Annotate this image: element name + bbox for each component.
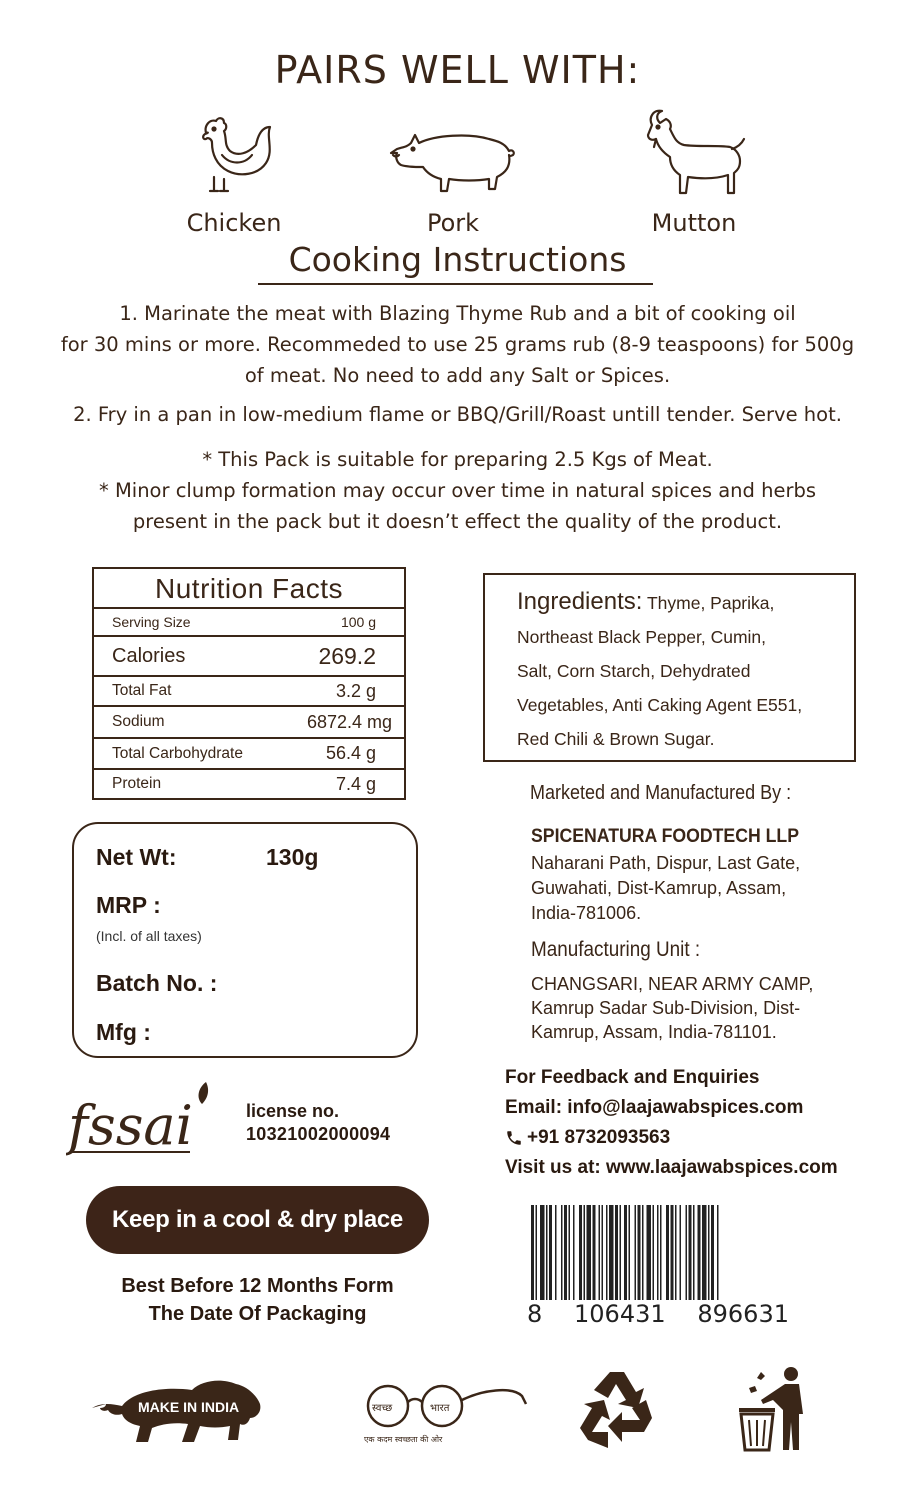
barcode-bar [635,1205,637,1300]
barcode-bar [564,1205,567,1300]
step1-line3: of meat. No need to add any Salt or Spices. [244,364,671,387]
barcode-bar [698,1205,701,1300]
barcode-bar [624,1205,627,1300]
nutrition-label: Sodium [112,713,165,730]
nutrition-row-carbohydrate [94,739,404,770]
nutrition-row-fat [94,677,404,707]
animal-mutton [614,105,774,237]
company-address-line1: Naharani Path, Dispur, Last Gate, [531,853,801,873]
barcode-bar [584,1205,586,1300]
license-number: 10321002000094 [246,1124,391,1144]
barcode-bar [599,1205,601,1300]
barcode-bar [660,1205,662,1300]
manufacturing-unit-heading: Manufacturing Unit : [531,938,701,961]
net-wt-label: Net Wt: [96,844,177,870]
nutrition-facts-title: Nutrition Facts [94,569,404,609]
nutrition-value: 269.2 [318,642,376,669]
barcode-digits [527,1300,789,1328]
best-before-line2: The Date Of Packaging [148,1303,367,1325]
unit-address-line2: Kamrup Sadar Sub-Division, Dist- [531,998,801,1018]
barcode-bar [540,1205,545,1300]
mrp-tax-note: (Incl. of all taxes) [96,928,202,944]
nutrition-label: Protein [112,775,162,792]
barcode-bar [638,1205,641,1300]
barcode-bar [657,1205,659,1300]
animal-label-mutton: Mutton [651,209,737,237]
fssai-logo [66,1080,226,1160]
best-before-text [86,1272,429,1328]
barcode-bar [620,1205,622,1300]
ingredients-heading: Ingredients: [517,588,643,615]
barcode-bar [615,1205,618,1300]
animal-label-chicken: Chicken [186,209,282,237]
barcode-bar [546,1205,548,1300]
swachh-right-text: भारत [430,1403,450,1414]
cooking-title-underline [258,283,653,285]
feedback-heading: For Feedback and Enquiries [505,1067,760,1088]
make-in-india-text: MAKE IN INDIA [138,1399,240,1415]
note-pack-size: * This Pack is suitable for preparing 2.5 Kgs of Meat. [202,448,713,471]
recycle-icon [574,1366,660,1452]
step1-line2: for 30 mins or more. Recommeded to use 25 grams rub (8-9 teaspoons) for 500g [60,333,855,356]
nutrition-value: 6872.4 mg [306,711,392,732]
swachh-bharat-logo [360,1382,530,1446]
glasses-icon [360,1382,530,1446]
net-wt-value: 130g [266,844,319,870]
barcode-bar [693,1205,695,1300]
barcode-bar [680,1205,682,1300]
nutrition-row-sodium [94,707,404,739]
ingredients-line-2: Northeast Black Pepper, Cumin, [517,627,767,647]
company-address-line2: Guwahati, Dist-Kamrup, Assam, [531,878,787,898]
animal-pork [373,105,533,237]
nutrition-label: Total Fat [112,682,172,699]
recycle-logo [574,1366,660,1452]
barcode [527,1205,789,1300]
step1-line1: 1. Marinate the meat with Blazing Thyme Rub and a bit of cooking oil [119,302,796,325]
barcode-bar [711,1205,714,1300]
chicken-icon [184,105,284,205]
nutrition-row-serving [94,609,404,637]
barcode-bar [653,1205,655,1300]
nutrition-label: Calories [112,644,186,667]
barcode-bar [606,1205,608,1300]
unit-address-line3: Kamrup, Assam, India-781101. [531,1022,777,1042]
swachh-left-text: स्वच्छ [372,1403,393,1414]
pairs-well-with-title: PAIRS WELL WITH: [274,48,641,92]
contact-phone [505,1127,670,1149]
fssai-logo-mark [66,1080,226,1160]
goat-icon [634,105,754,205]
marketed-by-heading: Marketed and Manufactured By : [530,782,792,804]
barcode-digit-group1: 106431 [574,1300,666,1328]
barcode-bar [555,1205,557,1300]
ingredients-line-4: Vegetables, Anti Caking Agent E551, [517,695,803,715]
barcode-bar [536,1205,538,1300]
cooking-instructions-title: Cooking Instructions [288,240,627,279]
pig-icon [383,105,523,205]
barcode-bar [717,1205,719,1300]
barcode-digit-prefix: 8 [527,1300,543,1328]
nutrition-value: 7.4 g [335,773,376,794]
best-before-line1: Best Before 12 Months Form [121,1275,394,1297]
note-clump-line1: * Minor clump formation may occur over time in natural spices and herbs [99,479,816,502]
animal-label-pork: Pork [426,209,480,237]
license-label: license no. [246,1101,340,1121]
swachh-tagline: एक कदम स्वच्छता की ओर [364,1435,443,1444]
contact-email: Email: info@laajawabspices.com [505,1097,804,1118]
barcode-bar [569,1205,571,1300]
ingredients-line-5: Red Chili & Brown Sugar. [517,729,715,749]
barcode-bar [702,1205,707,1300]
lion-icon [86,1368,266,1452]
nutrition-value: 3.2 g [335,680,376,701]
pack-details-box [72,822,418,1058]
nutrition-label: Total Carbohydrate [112,744,243,762]
contact-phone-number: +91 8732093563 [527,1127,671,1148]
mfg-label: Mfg : [96,1019,151,1045]
ingredients-line-3: Salt, Corn Starch, Dehydrated [517,661,751,681]
nutrition-row-protein [94,770,404,798]
trash-disposal-icon [735,1364,811,1454]
barcode-bar [689,1205,692,1300]
fssai-logo-text: fssai [68,1094,193,1157]
barcode-bar [573,1205,575,1300]
nutrition-value: 56.4 g [325,743,376,763]
ingredients-box [483,573,856,762]
barcode-bar [686,1205,688,1300]
barcode-bar [561,1205,563,1300]
storage-instruction-pill: Keep in a cool & dry place [86,1186,429,1254]
barcode-bar [629,1205,631,1300]
nutrition-label: Serving Size [112,614,191,630]
company-address-line3: India-781006. [531,903,642,923]
ingredients-text: Thyme, Paprika, [642,593,775,613]
barcode-bar [609,1205,614,1300]
ingredients-line-1 [517,585,842,620]
nutrition-facts-table [92,567,406,800]
barcode-bar [587,1205,592,1300]
step2-text: 2. Fry in a pan in low-medium flame or BBQ/Grill/Roast untill tender. Serve hot. [73,403,842,426]
nutrition-value: 100 g [340,614,376,630]
animal-chicken [154,105,314,237]
barcode-bar [671,1205,674,1300]
nutrition-row-calories [94,637,404,677]
phone-icon [505,1129,523,1147]
barcode-bar [642,1205,644,1300]
barcode-bar [666,1205,669,1300]
mrp-label: MRP : [96,892,161,918]
barcode-bar [531,1205,534,1300]
barcode-bar [549,1205,552,1300]
barcode-bar [675,1205,677,1300]
company-name: SPICENATURA FOODTECH LLP [531,826,799,847]
barcode-bar [602,1205,604,1300]
make-in-india-logo [86,1368,266,1452]
barcode-bar [593,1205,596,1300]
dispose-logo [735,1364,811,1454]
barcode-digit-group2: 896631 [697,1300,789,1328]
contact-website: Visit us at: www.laajawabspices.com [505,1157,838,1178]
barcode-bar [647,1205,652,1300]
barcode-bar [708,1205,710,1300]
unit-address-line1: CHANGSARI, NEAR ARMY CAMP, [531,974,814,994]
batch-no-label: Batch No. : [96,970,218,996]
note-clump-line2: present in the pack but it doesn’t effect the quality of the product. [132,510,783,533]
barcode-bar [579,1205,582,1300]
